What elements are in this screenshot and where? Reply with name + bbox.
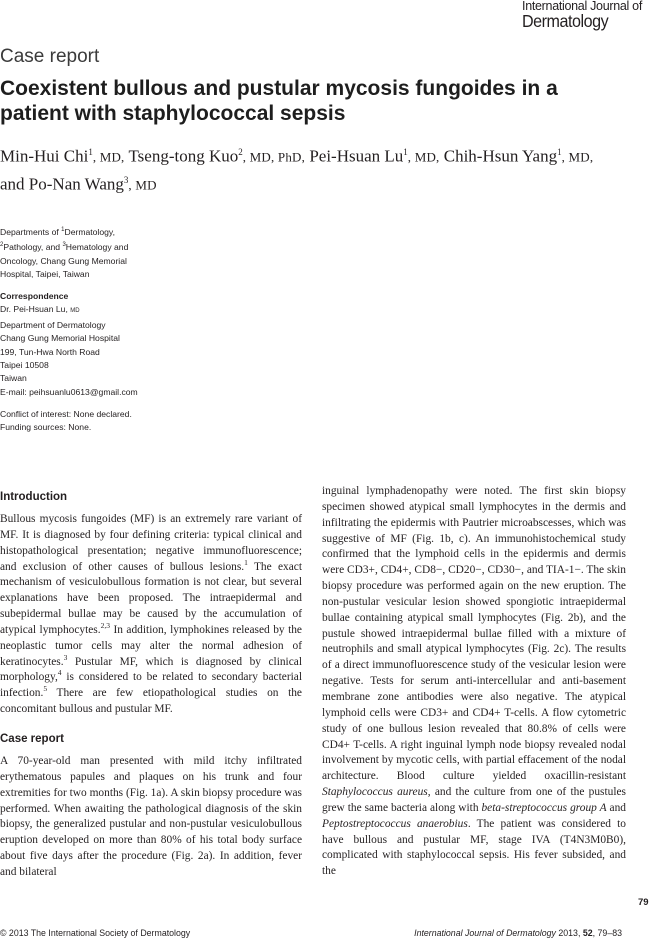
affiliation-text: Pathology, and xyxy=(3,242,63,253)
correspondence-heading: Correspondence xyxy=(0,291,69,301)
footer-journal: International Journal of Dermatology xyxy=(414,928,556,938)
correspondence-degree: MD xyxy=(70,308,80,315)
correspondence-email[interactable]: E-mail: peihsuanlu0613@gmail.com xyxy=(0,386,138,397)
journal-name-line2: Dermatology xyxy=(522,10,609,31)
author-name: Po-Nan Wang xyxy=(28,174,124,194)
body-text: Pustular MF, which is diagnosed by clinical morphology, xyxy=(0,655,302,684)
affiliation-text: Departments of xyxy=(0,226,62,237)
case-report-heading: Case report xyxy=(0,732,64,745)
body-text: , and the culture from one of the pustules grew the same bacteria along with xyxy=(322,786,626,814)
author-name: Tseng-tong Kuo xyxy=(128,146,239,166)
author-degree: , MD xyxy=(128,177,157,193)
body-text: There are few etiopathological studies on the concomitant bullous and pustular MF. xyxy=(0,687,302,716)
journal-name-line1: International Journal of xyxy=(522,0,642,13)
citation-ref: 4 xyxy=(57,668,62,678)
body-text: is considered to be related to secondary bacterial infection. xyxy=(0,671,302,700)
article-title: Coexistent bullous and pustular mycosis fungoides in a patient with staphylococcal sepsis xyxy=(0,77,558,125)
affiliation-mark: 1 xyxy=(61,227,65,233)
organism-name: beta-streptococcus group A xyxy=(481,801,607,814)
author-affiliation-mark: 1 xyxy=(403,147,408,157)
correspondence-line: Department of Dermatology xyxy=(0,319,106,330)
copyright-footer: © 2013 The International Society of Dermatology xyxy=(0,928,191,938)
correspondence-block xyxy=(0,290,200,399)
footer-volume: 52 xyxy=(582,928,593,938)
body-column-right xyxy=(322,484,626,880)
declarations-block xyxy=(0,408,200,435)
footer-year: 2013, xyxy=(555,928,583,938)
author-name: Pei-Hsuan Lu xyxy=(309,146,404,166)
author-affiliation-mark: 3 xyxy=(123,174,129,185)
correspondence-name: Dr. Pei-Hsuan Lu, xyxy=(0,304,71,315)
citation-ref: 2,3 xyxy=(100,621,110,631)
funding-sources: Funding sources: None. xyxy=(0,422,92,433)
author-affiliation-mark: 2 xyxy=(238,147,243,157)
body-column-left xyxy=(0,490,302,881)
citation-ref: 1 xyxy=(244,557,248,567)
conflict-of-interest: Conflict of interest: None declared. xyxy=(0,409,132,419)
introduction-paragraph xyxy=(0,512,302,718)
page-number: 79 xyxy=(638,897,649,908)
affiliation-mark: 2 xyxy=(0,242,4,249)
affiliation-mark: 3 xyxy=(62,242,66,249)
body-text: The exact mechanism of vesiculobullous formation is not clear, but several explanations have been proposed. The intraepidermal and subepidermal bullae may be caused by the accumulation of atypical lymphocytes. xyxy=(0,560,302,636)
affiliation-text: Oncology, Chang Gung Memorial xyxy=(0,255,127,266)
introduction-heading: Introduction xyxy=(0,491,68,503)
body-text: and xyxy=(606,801,626,814)
author-degree: , MD, PhD, xyxy=(242,149,306,165)
citation-footer xyxy=(414,928,622,938)
affiliation-text: Hematology and xyxy=(65,242,129,253)
case-report-paragraph: A 70-year-old man presented with mild itchy infiltrated erythematous papules and plaques on his trunk and four extremities for two months (Fig. 1a). A skin biopsy procedure was performed. When awaiting the pathological diagnosis of the skin biopsy, the generalized pustular and non-pustular vesiculobullous eruption developed on more than 80% of his total body surface about five days after the procedure (Fig. 2a). In addition, fever and bilateral xyxy=(0,754,302,878)
author-name: Chih-Hsun Yang xyxy=(443,146,558,166)
author-degree: , MD, xyxy=(407,149,440,165)
organism-name: Peptostreptococcus anaerobius xyxy=(322,817,468,830)
footer-pages: , 79–83 xyxy=(592,928,622,938)
citation-ref: 5 xyxy=(43,684,48,694)
body-text: In addition, lymphokines released by the neoplastic tumor cells may alter the normal adhesion of keratinocytes. xyxy=(0,623,302,668)
author-name: Min-Hui Chi xyxy=(0,146,89,166)
author-list xyxy=(0,141,640,196)
body-text: inguinal lymphadenopathy were noted. The first skin biopsy specimen showed atypical small lymphocytes in the dermis and infiltrating the epidermis with Pautrier microabscesses, which was suggestive of MF (Fig. 1b, c). An immunohistochemical study confirmed that the lymphoid cells in the epidermis and dermis were CD3+, CD4+, CD8−, CD20−, CD30−, and TIA-1−. The skin biopsy procedure was performed again on the new eruption. The non-pustular vesicular lesion showed spongiotic intraepidermal bullae containing atypical small lymphocytes (Fig. 2b), and the pustule showed intraepidermal bullae filled with a mixture of neutrophils and small atypical lymphocytes (Fig. 2c). The results of a direct immunofluorescence study of the vesicular lesion were negative. Tests for serum anti-intercellular and anti-basement membrane zone antibodies were also negative. The atypical lymphoid cells were CD3+ and CD4+ T-cells. A flow cytometric study of one bullous lesion revealed that 80.8% of cells were CD4+ T-cells. A right inguinal lymph node biopsy revealed nodal involvement by mycotic cells, with partial effacement of the nodal architecture. Blood culture yielded oxacillin-resistant xyxy=(322,485,626,783)
correspondence-line: Taipei 10508 xyxy=(0,360,49,371)
section-label: Case report xyxy=(0,46,100,67)
author-conjunction: and xyxy=(0,174,25,194)
affiliation-text: Hospital, Taipei, Taiwan xyxy=(0,268,90,279)
correspondence-line: 199, Tun-Hwa North Road xyxy=(0,346,100,357)
affiliation-block xyxy=(0,224,150,281)
citation-ref: 3 xyxy=(63,652,68,662)
affiliation-text: Dermatology, xyxy=(64,226,115,237)
author-affiliation-mark: 1 xyxy=(88,147,93,157)
correspondence-line: Taiwan xyxy=(0,373,27,384)
organism-name: Staphylococcus aureus xyxy=(322,786,428,799)
body-text: Bullous mycosis fungoides (MF) is an extremely rare variant of MF. It is diagnosed by four defining criteria: typical clinical and histopathological presentation; negative immunofluorescence; and exclusion of other causes of bullous lesions. xyxy=(0,513,302,573)
author-degree: , MD, xyxy=(561,149,594,165)
correspondence-line: Chang Gung Memorial Hospital xyxy=(0,333,120,344)
author-degree: , MD, xyxy=(92,149,125,165)
body-text: . The patient was considered to have bullous and pustular MF, stage IVA (T4N3M0B0), complicated with staphylococcal sepsis. His fever subsided, and the xyxy=(322,817,627,878)
author-affiliation-mark: 1 xyxy=(557,147,562,157)
case-report-continuation xyxy=(322,484,626,880)
journal-masthead xyxy=(522,0,642,30)
